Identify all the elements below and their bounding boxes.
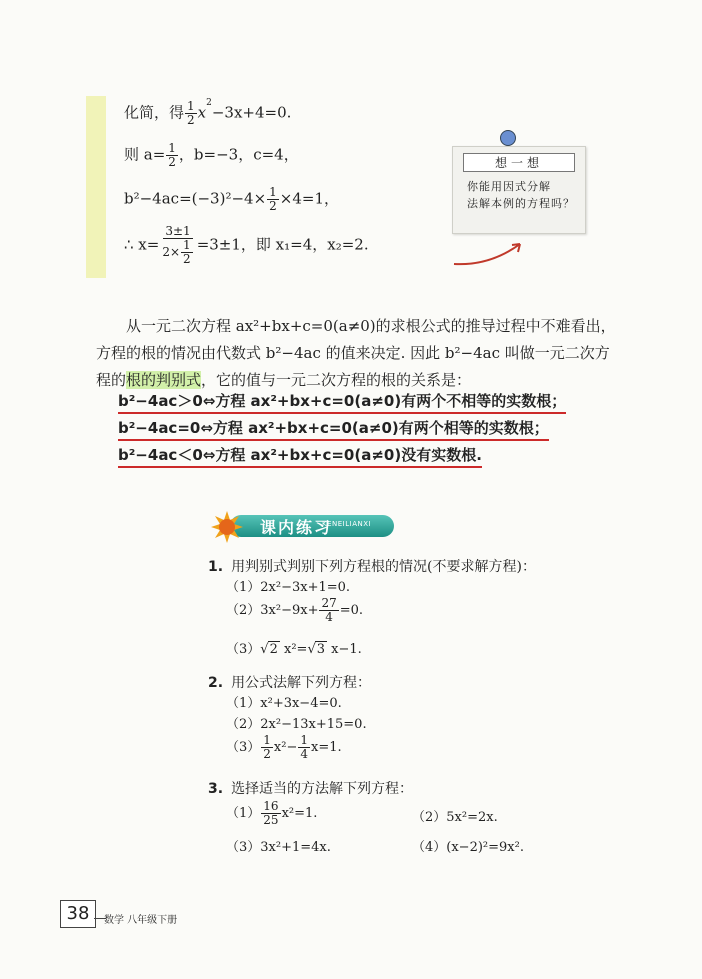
highlight-term: 根的判别式 bbox=[126, 371, 202, 389]
q2-item-1: （1）x²+3x−4=0. bbox=[226, 696, 342, 711]
q1-item-2: （2）3x²−9x+ $\frac{27}{4}$ =0. bbox=[226, 596, 364, 624]
q1-item-1: （1）2x²−3x+1=0. bbox=[226, 580, 351, 595]
q3-item-3: （3）3x²+1=4x. bbox=[226, 840, 331, 855]
pushpin-icon bbox=[500, 130, 516, 146]
banner-subtitle: KENEILIANXI bbox=[322, 520, 372, 528]
banner-title: 课内练习 bbox=[260, 518, 333, 537]
q2-item-2: （2）2x²−13x+15=0. bbox=[226, 717, 367, 732]
q1-item-3: （3）√2 x²=√3 x−1. bbox=[226, 642, 362, 657]
page-number: 38 bbox=[60, 900, 96, 928]
example-line-1: 化简，得 $\frac{1}{2}$ $x^2-3x+4=0$. bbox=[124, 98, 292, 127]
example-highlight-bar bbox=[86, 96, 106, 278]
question-2: 2. 用公式法解下列方程： bbox=[208, 675, 372, 691]
example-line-4: ∴ x= 3±1 2× $\frac{1}{2}$ =3±1，即 x₁=4，x₂=2. bbox=[124, 224, 369, 266]
footer-subject: 数学 八年级下册 bbox=[104, 915, 178, 926]
example-line-3: b²−4ac=(−3)²−4× $\frac{1}{2}$ ×4=1， bbox=[124, 185, 340, 213]
question-1: 1. 用判别式判别下列方程根的情况(不要求解方程)： bbox=[208, 559, 536, 575]
discriminant-paragraph: 从一元二次方程 ax²+bx+c=0(a≠0)的求根公式的推导过程中不难看出，方程的根的情况由代数式 b²−4ac 的值来决定. 因此 b²−4ac 叫做一元二次方程的根的判别式，它的值与一元二次方程的根的关系是： bbox=[96, 317, 616, 389]
rule-zero: b²−4ac=0⇔方程 ax²+bx+c=0(a≠0)有两个相等的实数根； bbox=[118, 417, 549, 441]
q3-item-1: （1） $\frac{16}{25}$ x²=1. bbox=[226, 799, 318, 827]
question-3: 3. 选择适当的方法解下列方程： bbox=[208, 781, 414, 797]
example-line-2: 则 a= $\frac{1}{2}$ ，b=−3，c=4， bbox=[124, 141, 299, 169]
q3-item-4: （4）(x−2)²=9x². bbox=[412, 840, 524, 855]
rule-positive: b²−4ac＞0⇔方程 ax²+bx+c=0(a≠0)有两个不相等的实数根； bbox=[118, 390, 566, 414]
rule-negative: b²−4ac＜0⇔方程 ax²+bx+c=0(a≠0)没有实数根. bbox=[118, 444, 482, 468]
curved-arrow-icon bbox=[450, 236, 530, 268]
practice-banner bbox=[210, 512, 396, 540]
q3-item-2: （2）5x²=2x. bbox=[412, 810, 498, 825]
sun-icon bbox=[210, 510, 244, 544]
think-body: 你能用因式分解 法解本例的方程吗？ bbox=[467, 180, 575, 210]
think-title: 想一想 bbox=[463, 153, 575, 172]
think-card bbox=[452, 146, 586, 234]
q2-item-3: （3） $\frac{1}{2}$ x²− $\frac{1}{4}$ x=1. bbox=[226, 733, 342, 761]
